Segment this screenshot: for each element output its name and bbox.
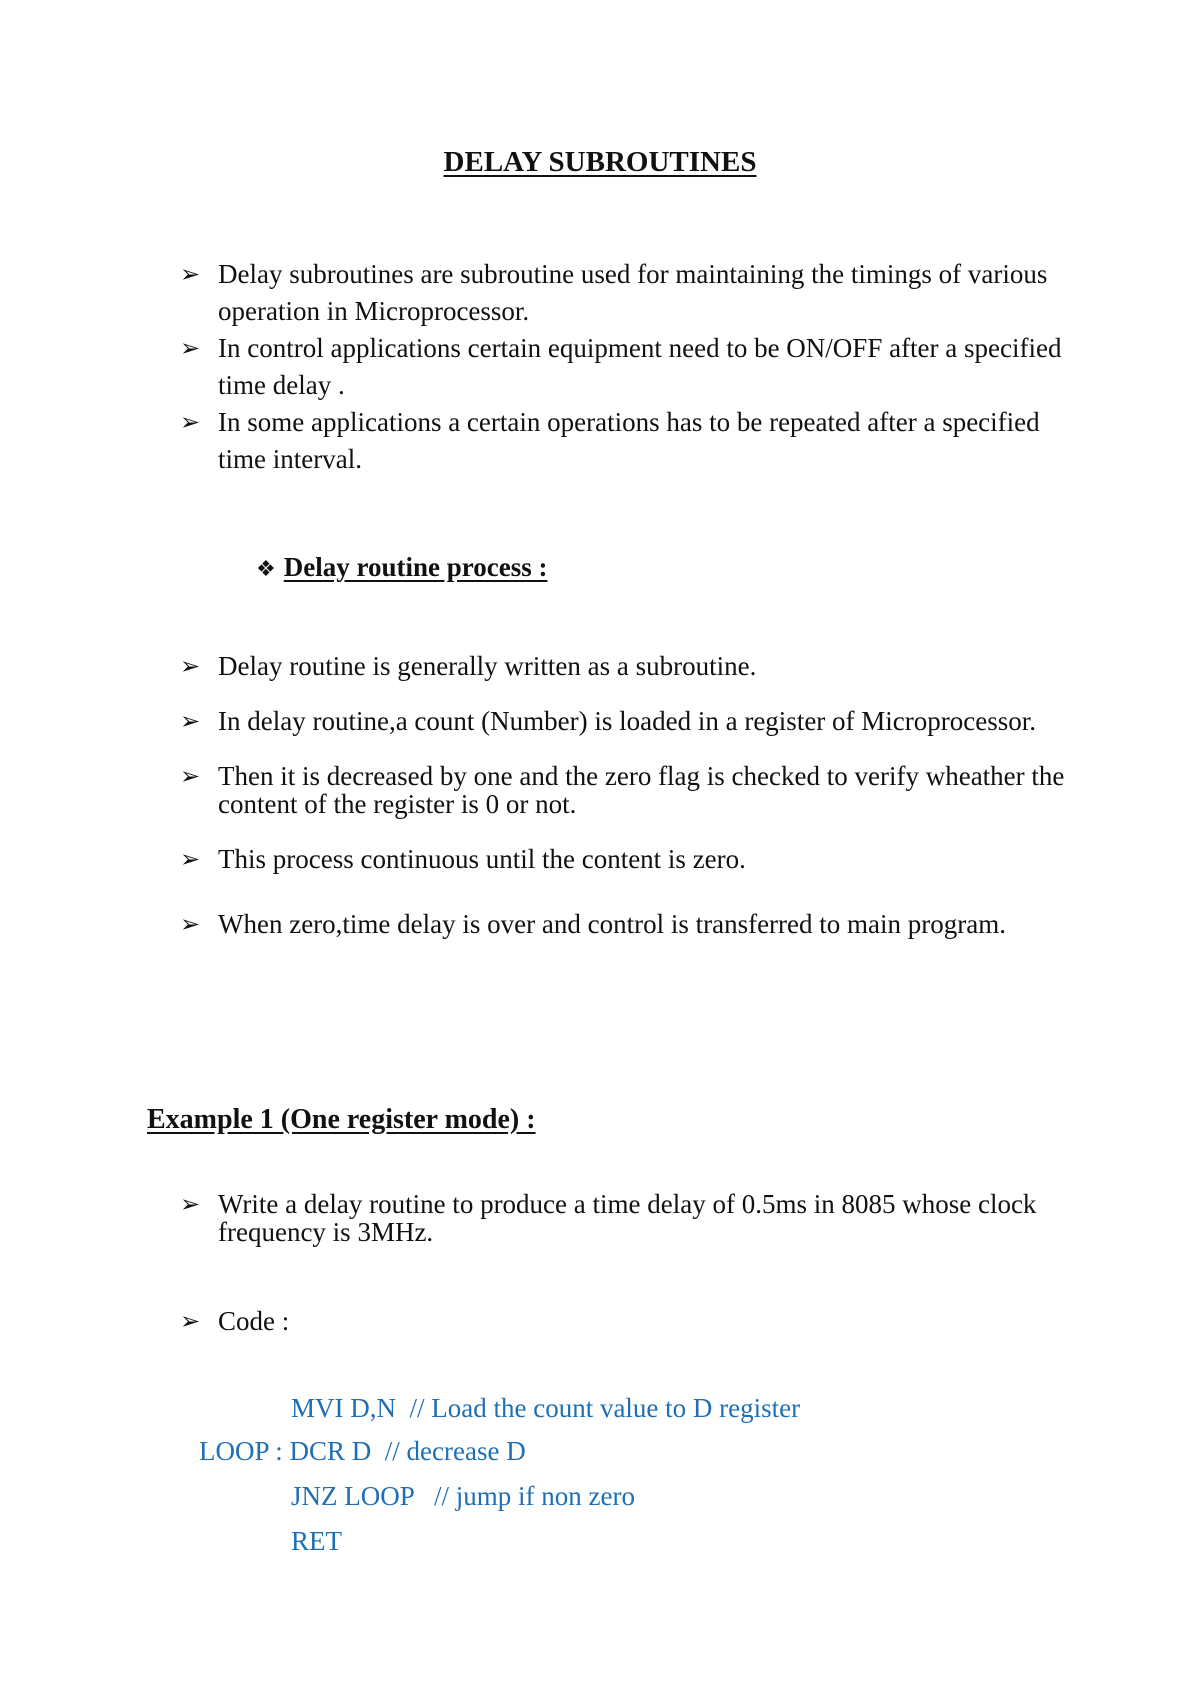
- arrow-bullet-icon: ➢: [180, 707, 201, 735]
- intro-bullet-list: [180, 256, 1080, 478]
- example-bullet-list: [180, 1190, 1080, 1246]
- list-item: ➢ When zero,time delay is over and control is transferred to main program.: [180, 909, 1006, 939]
- arrow-bullet-icon: ➢: [180, 652, 201, 680]
- section-heading: ❖ Delay routine process :: [256, 552, 548, 582]
- code-line: RET: [291, 1526, 342, 1556]
- process-bullet-list: [180, 652, 1080, 938]
- list-item: ➢ In control applications certain equipment need to be ON/OFF after a specified time delay .: [180, 330, 1080, 404]
- list-item: ➢ This process continuous until the content is zero.: [180, 844, 746, 874]
- arrow-bullet-icon: ➢: [180, 845, 201, 873]
- code-line: MVI D,N // Load the count value to D register: [291, 1393, 801, 1423]
- example-heading: Example 1 (One register mode) :: [147, 1104, 536, 1135]
- page-title: DELAY SUBROUTINES: [443, 146, 757, 178]
- list-item: ➢ Code :: [180, 1306, 290, 1336]
- list-item: ➢ Delay subroutines are subroutine used for maintaining the timings of various operation in Microprocessor.: [180, 256, 1080, 330]
- arrow-bullet-icon: ➢: [180, 1190, 201, 1218]
- list-item: ➢ In some applications a certain operations has to be repeated after a specified time interval.: [180, 404, 1080, 478]
- diamond-bullet-icon: ❖: [256, 557, 276, 582]
- list-item: ➢ Then it is decreased by one and the zero flag is checked to verify wheather the content of the register is 0 or not.: [180, 761, 1065, 819]
- arrow-bullet-icon: ➢: [180, 762, 201, 790]
- arrow-bullet-icon: ➢: [180, 910, 201, 938]
- code-line: JNZ LOOP // jump if non zero: [291, 1481, 635, 1511]
- arrow-bullet-icon: ➢: [180, 334, 201, 362]
- code-bullet-list: [180, 1307, 1080, 1335]
- arrow-bullet-icon: ➢: [180, 408, 201, 436]
- arrow-bullet-icon: ➢: [180, 260, 201, 288]
- arrow-bullet-icon: ➢: [180, 1307, 201, 1335]
- code-line: LOOP : DCR D // decrease D: [199, 1436, 526, 1466]
- list-item: ➢ Write a delay routine to produce a time delay of 0.5ms in 8085 whose clock frequency is 3MHz.: [180, 1189, 1037, 1247]
- list-item: ➢ Delay routine is generally written as a subroutine.: [180, 651, 757, 681]
- list-item: ➢ In delay routine,a count (Number) is loaded in a register of Microprocessor.: [180, 706, 1036, 736]
